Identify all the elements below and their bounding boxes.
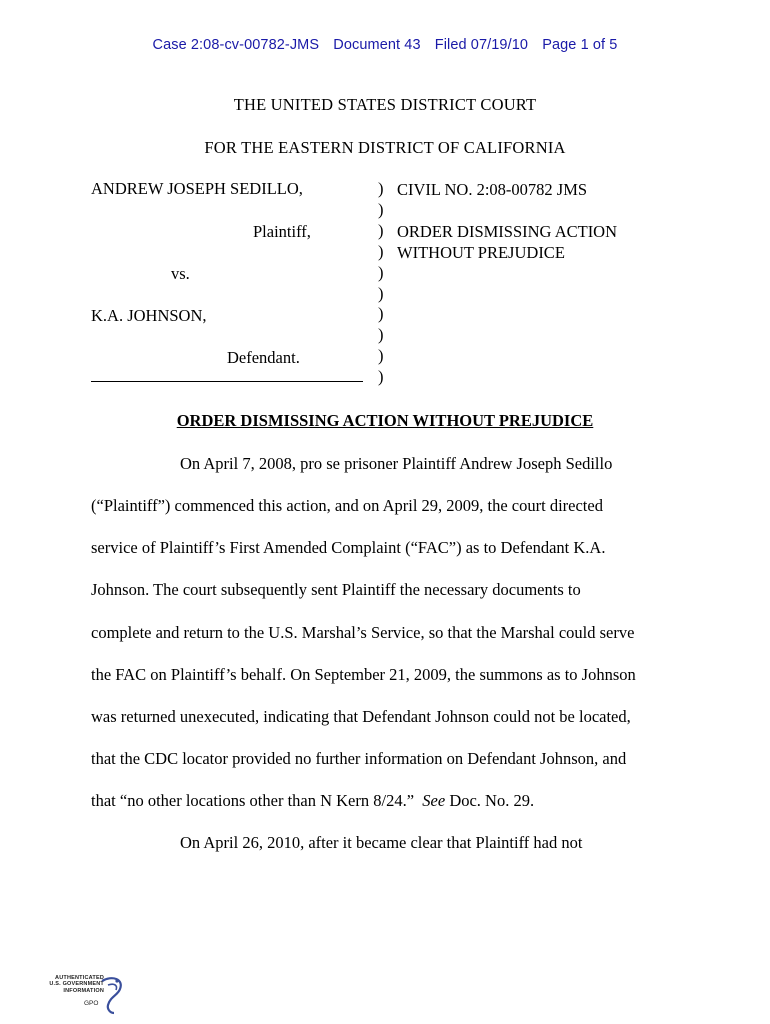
seal-text [40, 975, 104, 994]
paren: ) [378, 241, 384, 261]
civil-number: CIVIL NO. 2:08-00782 JMS [397, 180, 588, 199]
defendant-role: Defendant. [227, 348, 300, 367]
page-number: Page 1 of 5 [542, 37, 618, 53]
body-line: Johnson. The court subsequently sent Plaintiff the necessary documents to [91, 580, 581, 599]
body-line: the FAC on Plaintiff’s behalf. On September 21, 2009, the summons as to Johnson [91, 665, 636, 684]
citation-signal: See [422, 791, 446, 810]
paren: ) [378, 325, 384, 345]
gpo-seal [40, 975, 130, 1015]
paren: ) [378, 346, 384, 366]
order-caption-line2: WITHOUT PREJUDICE [397, 243, 565, 262]
case-number: Case 2:08-cv-00782-JMS [152, 37, 320, 53]
paren: ) [378, 199, 384, 219]
seal-line: AUTHENTICATED [55, 975, 104, 981]
filed-date: Filed 07/19/10 [434, 37, 529, 53]
court-district: FOR THE EASTERN DISTRICT OF CALIFORNIA [204, 138, 566, 157]
paren: ) [378, 367, 384, 387]
paren: ) [378, 220, 384, 240]
order-title: ORDER DISMISSING ACTION WITHOUT PREJUDICE [176, 411, 594, 430]
paren: ) [378, 283, 384, 303]
seal-line: INFORMATION [63, 987, 104, 994]
paren: ) [378, 179, 384, 198]
plaintiff-name: ANDREW JOSEPH SEDILLO, [91, 179, 303, 198]
filing-header [0, 37, 770, 53]
body-line: service of Plaintiff’s First Amended Complaint (“FAC”) as to Defendant K.A. [91, 538, 606, 557]
body-line: that the CDC locator provided no further information on Defendant Johnson, and [91, 749, 627, 768]
body-line: On April 7, 2008, pro se prisoner Plaintiff Andrew Joseph Sedillo [180, 454, 613, 473]
seal-gpo: GPO [84, 1000, 99, 1007]
order-caption-line1: ORDER DISMISSING ACTION [397, 222, 618, 241]
eagle-icon [98, 975, 128, 1015]
seal-line: U.S. GOVERNMENT [49, 981, 104, 988]
document-number: Document 43 [333, 37, 421, 53]
body-line: complete and return to the U.S. Marshal’s Service, so that the Marshal could serve [91, 623, 635, 642]
caption-divider [378, 179, 390, 388]
versus-label: vs. [171, 264, 190, 283]
body-line: was returned unexecuted, indicating that Defendant Johnson could not be located, [91, 707, 631, 726]
body-text: that “no other locations other than N Kern 8/24.” [91, 791, 423, 810]
defendant-name: K.A. JOHNSON, [91, 306, 207, 325]
court-name: THE UNITED STATES DISTRICT COURT [233, 95, 537, 114]
plaintiff-role: Plaintiff, [253, 222, 311, 241]
paren: ) [378, 262, 384, 282]
caption-rule [91, 381, 363, 382]
body-line: (“Plaintiff”) commenced this action, and on April 29, 2009, the court directed [91, 496, 603, 515]
body-line-citation [91, 791, 534, 811]
body-text: Doc. No. 29. [445, 791, 535, 810]
body-line: On April 26, 2010, after it became clear that Plaintiff had not [180, 833, 583, 852]
paren: ) [378, 304, 384, 324]
